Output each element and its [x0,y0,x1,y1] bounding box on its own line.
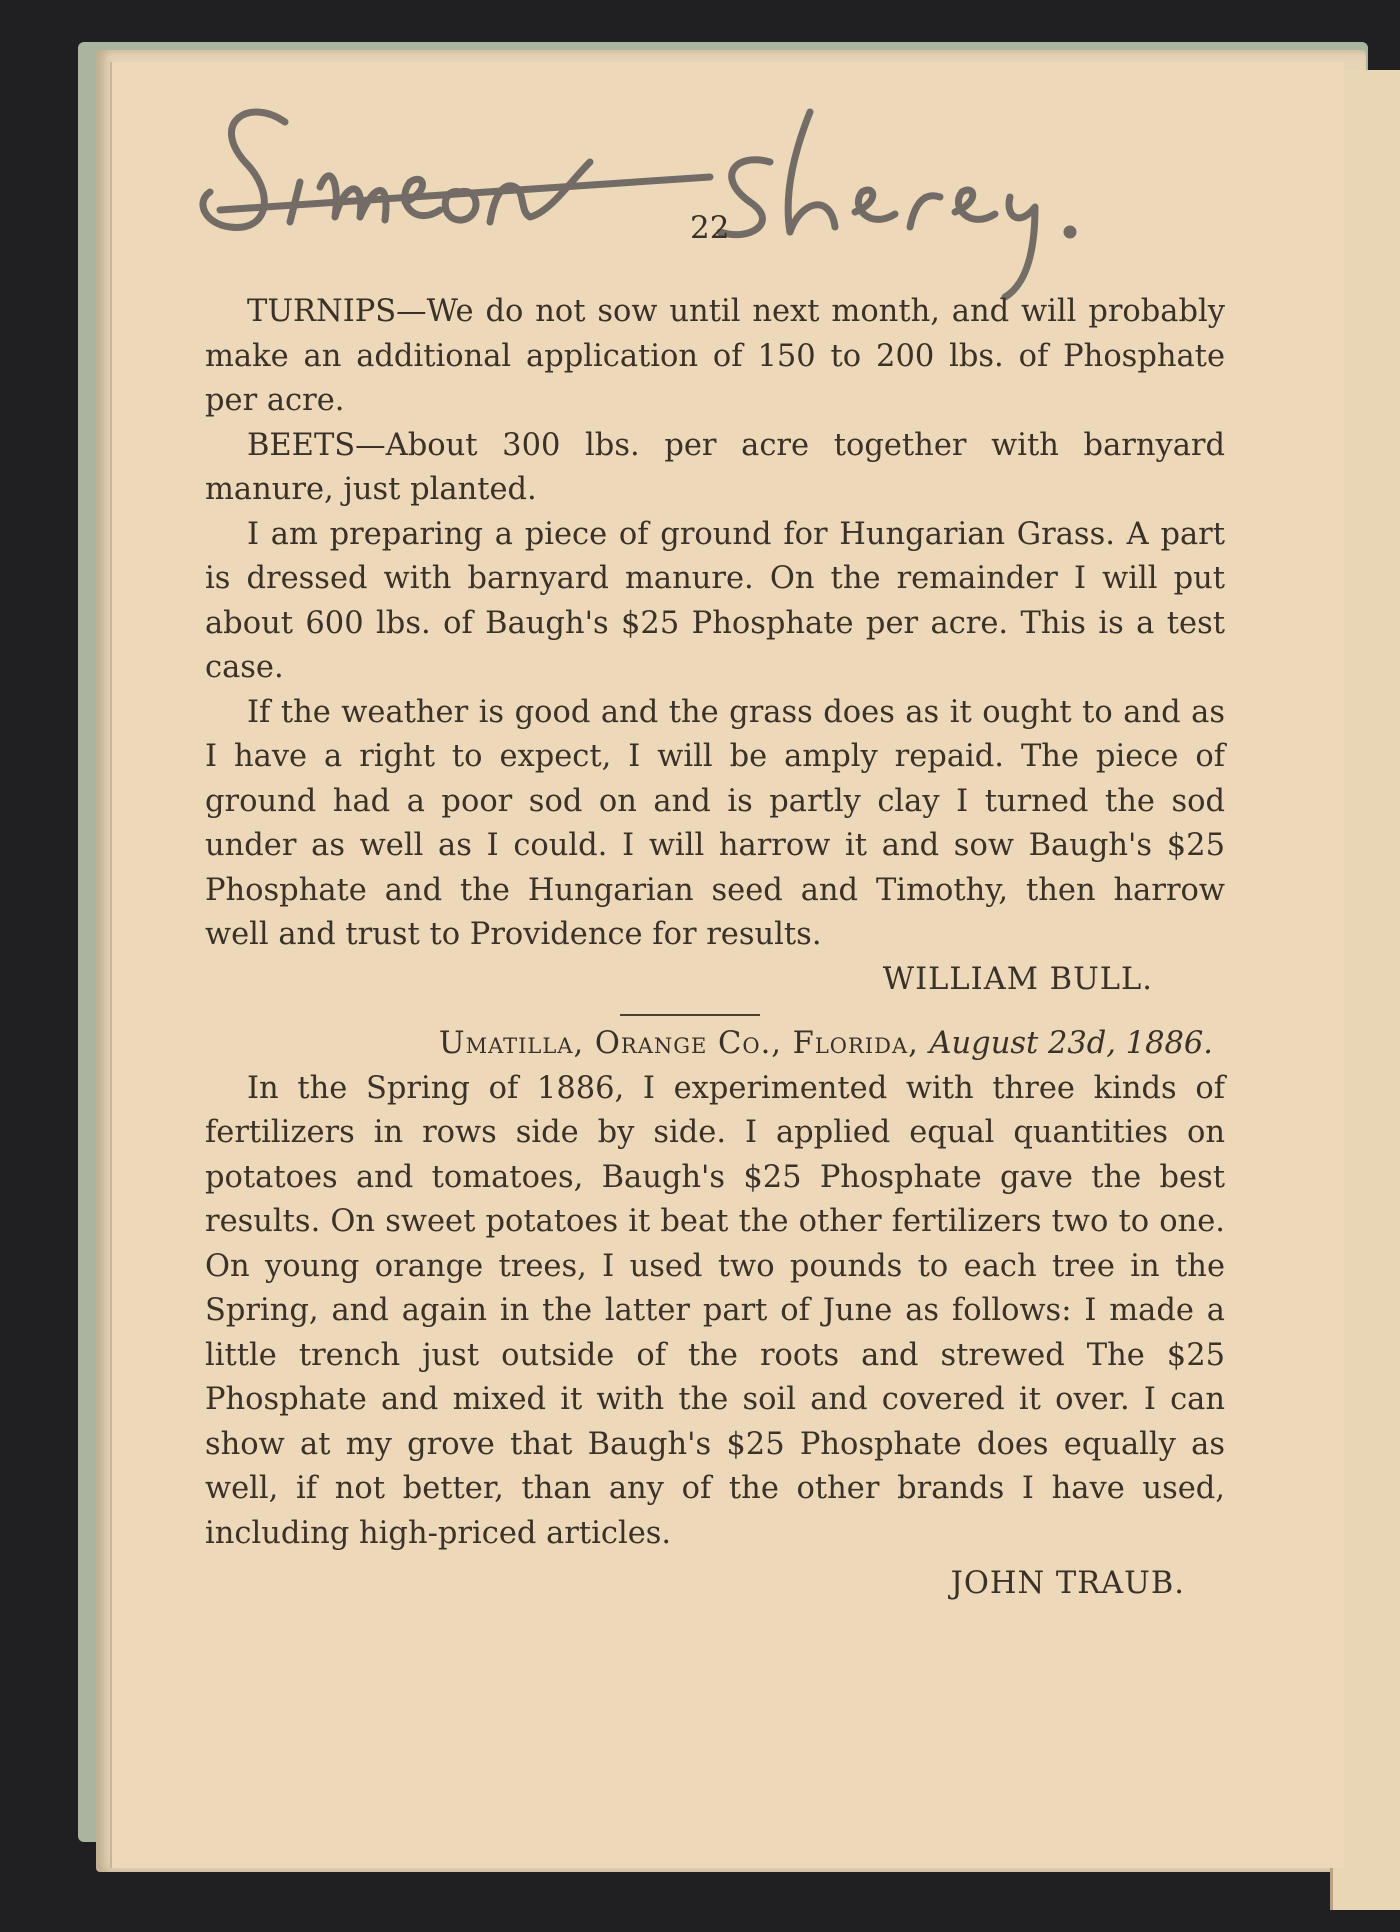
page-number: 22 [690,210,730,246]
letter-john-traub [205,1022,1225,1607]
dateline-date: August 23d, 1886. [929,1026,1213,1061]
paragraph-weather: If the weather is good and the grass does as it ought to and as I have a right to expect, I will be amply repaid. The piece of ground had a poor sod on and is partly clay I turned the sod under as well as I could. I will harrow it and sow Baugh's $25 Phosphate and the Hungarian seed and Timothy, then harrow well and trust to Providence for results. [205,694,1225,952]
letter-william-bull [205,290,1225,1002]
paragraph-turnips: TURNIPS—We do not sow until next month, and will probably make an additional application of 150 to 200 lbs. of Phosphate per acre. [205,294,1225,418]
signature-william-bull: WILLIAM BULL. [882,961,1153,997]
handwritten-signature [190,92,1220,302]
paragraph-beets: BEETS—About 300 lbs. per acre together with barnyard manure, just planted. [205,427,1225,507]
paragraph-experiment: In the Spring of 1886, I experimented with three kinds of fertilizers in rows side by side. I applied equal quantities on potatoes and tomatoes, Baugh's $25 Phosphate gave the best results. On sweet potatoes it beat the other fertilizers two to one. On young orange trees, I used two pounds to each tree in the Spring, and again in the latter part of June as follows: I made a little trench just outside of the roots and strewed The $25 Phosphate and mixed it with the soil and covered it over. I can show at my grove that Baugh's $25 Phosphate does equally as well, if not better, than any of the other brands I have used, including high-priced articles. [205,1070,1225,1551]
dateline-place: Umatilla, Orange Co., Florida, [438,1026,919,1061]
dateline [205,1022,1225,1067]
paragraph-hungarian-grass: I am preparing a piece of ground for Hungarian Grass. A part is dressed with barnyard manure. On the remainder I will put about 600 lbs. of Baugh's $25 Phosphate per acre. This is a test case. [205,516,1225,685]
section-divider [620,1014,760,1016]
page-body [205,290,1225,1607]
signature-john-traub: JOHN TRAUB. [950,1566,1185,1601]
